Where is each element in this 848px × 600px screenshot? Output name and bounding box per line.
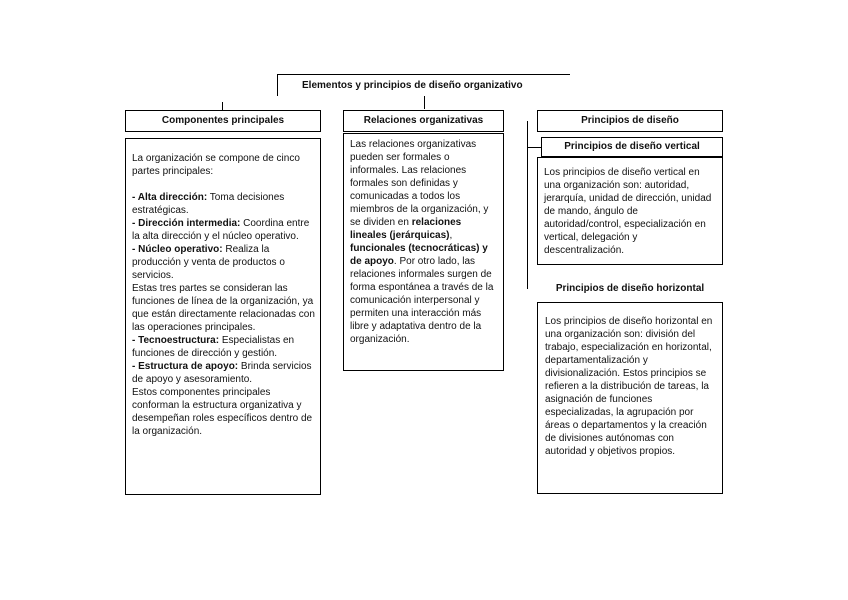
components-box [125, 138, 321, 495]
apoyo-label: - Estructura de apoyo: [132, 361, 239, 372]
relations-box [343, 133, 504, 371]
title-bracket-top [277, 74, 570, 75]
relations-text: Las relaciones organizativas pueden ser formales o informales. Las relaciones formales son definidas y comunicadas a todos los miembros de la organización, y se dividen en relaciones lineales (jerárquicas), funcionales (tecnocráticas) y de apoyo. Por otro lado, las relaciones informales surgen de forma espontánea a través de la comunicación interpersonal y permiten una interacción más libre y adaptativa dentro de la organización. [350, 139, 494, 345]
components-text [132, 152, 316, 438]
line-functions-text: Estas tres partes se consideran las funciones de línea de la organización, ya que están directamente relacionadas con las operaciones principales. [132, 283, 315, 333]
lineales-bold: relaciones lineales (jerárquicas) [350, 217, 462, 241]
item-tecnoestructura [132, 334, 316, 360]
item-direccion-intermedia [132, 217, 316, 243]
components-header: Componentes principales [161, 115, 285, 126]
components-connector [222, 102, 223, 110]
intermedia-label: - Dirección intermedia: [132, 218, 241, 229]
alta-text: Toma decisiones estratégicas. [132, 192, 285, 216]
apoyo-text: Brinda servicios de apoyo y asesoramiento. [132, 361, 312, 385]
horizontal-header: Principios de diseño horizontal [555, 283, 705, 294]
principles-header-box [537, 110, 723, 132]
item-nucleo-operativo [132, 243, 316, 282]
item-estructura-apoyo [132, 360, 316, 386]
intermedia-text: Coordina entre la alta dirección y el núcleo operativo. [132, 218, 310, 242]
tecno-label: - Tecnoestructura: [132, 335, 220, 346]
diagram-title: Elementos y principios de diseño organizativo [302, 80, 523, 91]
horizontal-box [537, 302, 723, 494]
components-closing: Estos componentes principales conforman la estructura organizativa y desempeñan roles específicos dentro de la organización. [132, 387, 313, 437]
horizontal-text: Los principios de diseño horizontal en una organización son: división del trabajo, especialización en horizontal, departamentalización y divisionalización. Estos principios se refieren a la distribución de tareas, la asignación de funciones especializadas, la agrupación por áreas o departamentos y la creación de divisiones autónomas con autoridad y objetivos propios. [545, 316, 713, 457]
vertical-header: Principios de diseño vertical [564, 141, 700, 152]
components-intro: La organización se compone de cinco partes principales: [132, 153, 300, 177]
relations-header: Relaciones organizativas [363, 115, 484, 126]
relations-header-box [343, 110, 504, 132]
vertical-box [537, 157, 723, 265]
funcionales-bold: funcionales (tecnocráticas) y de apoyo [350, 243, 488, 267]
title-connector [424, 96, 425, 109]
tecno-text: Especialistas en funciones de dirección y gestión. [132, 335, 295, 359]
components-header-box [125, 110, 321, 132]
vertical-header-box [541, 137, 723, 157]
title-bracket-vertical [277, 74, 278, 96]
alta-label: - Alta dirección: [132, 192, 208, 203]
vertical-connector [527, 147, 541, 148]
vertical-text: Los principios de diseño vertical en una organización son: autoridad, jerarquía, unidad de dirección, unidad de mando, ángulo de autoridad/control, especialización en vertical, delegación y descentralización. [544, 167, 712, 256]
principles-header: Principios de diseño [581, 115, 679, 126]
nucleo-label: - Núcleo operativo: [132, 244, 223, 255]
item-alta-direccion [132, 191, 316, 217]
nucleo-text: Realiza la producción y venta de productos o servicios. [132, 244, 285, 281]
